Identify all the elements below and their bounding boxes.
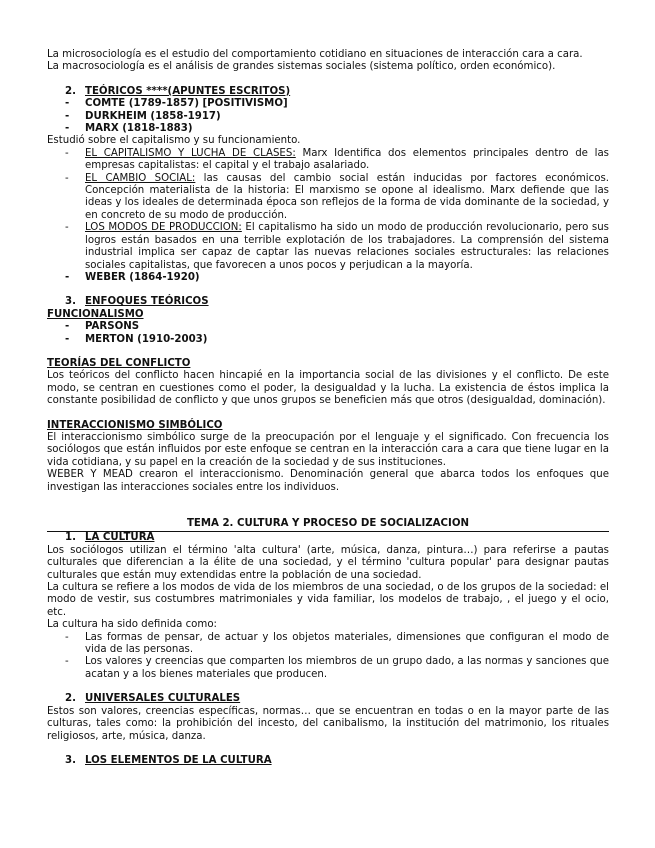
interaccionismo-paragraph-1: El interaccionismo simbólico surge de la preocupación por el lenguaje y el significado. Con frecuencia los sociólogos que están influidos por este enfoque se centran en la interacción cara a cara que tiene lugar en la vida cotidiana, y su papel en la creación de la sociedad y de sus instituciones. bbox=[47, 431, 609, 468]
weber-list bbox=[47, 272, 609, 284]
elementos-heading: 3. LOS ELEMENTOS DE LA CULTURA bbox=[65, 754, 272, 766]
author-durkheim: - DURKHEIM (1858-1917) bbox=[47, 111, 609, 123]
universales-paragraph: Estos son valores, creencias específicas, normas… que se encuentran en todas o en la mayor parte de las culturas, tales como: la prohibición del incesto, del canibalismo, la institución del matrimonio, los rituales religiosos, arte, música, danza. bbox=[47, 705, 609, 742]
list-item: - LOS MODOS DE PRODUCCION: El capitalismo ha sido un modo de producción revolucionario, pero sus logros están basados en una terrible explotación de los trabajadores. La comprensión del sistema industrial implica ser capaz de captar las nuevas relaciones sociales estructurales: las relaciones sociales capitalistas, que favorecen a unos pocos y perjudican a la mayoría. bbox=[47, 222, 609, 272]
enfoques-heading: 3. ENFOQUES TEÓRICOS bbox=[65, 296, 209, 308]
author-weber: - WEBER (1864-1920) bbox=[47, 272, 609, 284]
cultura-paragraph-2: La cultura se refiere a los modos de vida de los miembros de una sociedad, o de los grupos de la sociedad: el modo de vestir, sus costumbres matrimoniales y vida familiar, los modelos de trabajo, , el juego y el ocio, etc. bbox=[47, 582, 609, 618]
list-item: - Los valores y creencias que comparten los miembros de un grupo dado, a las normas y sanciones que acatan y a los bienes materiales que producen. bbox=[47, 656, 609, 681]
author-marx: - MARX (1818-1883) bbox=[47, 123, 609, 135]
teoricos-heading: 2. TEÓRICOS ****(APUNTES ESCRITOS) bbox=[65, 85, 291, 97]
cultura-paragraph-1: Los sociólogos utilizan el término 'alta cultura' (arte, música, danza, pintura…) para referirse a pautas culturales que diferencian a la élite de una sociedad, y el término 'cultura popular' para designar pautas culturales que están muy extendidas entre la población de una sociedad. bbox=[47, 544, 609, 581]
list-item: - EL CAMBIO SOCIAL: las causas del cambio social están inducidas por factores económicos. Concepción materialista de la historia: El marxismo se opone al idealismo. Marx defiende que las ideas y los ideales de determinada época son reflejos de la forma de vida dominante de la sociedad, y en concreto de su modo de producción. bbox=[47, 173, 609, 223]
tema-2-title: TEMA 2. CULTURA Y PROCESO DE SOCIALIZACION bbox=[47, 518, 609, 532]
document-page bbox=[47, 49, 609, 767]
funcionalismo-heading: FUNCIONALISMO bbox=[47, 308, 144, 320]
list-item: - EL CAPITALISMO Y LUCHA DE CLASES: Marx Identifica dos elementos principales dentro de las empresas capitalistas: el capital y el trabajo asalariado. bbox=[47, 148, 609, 173]
cultura-paragraph-3: La cultura ha sido definida como: bbox=[47, 619, 217, 631]
cultura-heading: 1. LA CULTURA bbox=[65, 532, 155, 544]
funcionalismo-author-list bbox=[47, 321, 609, 346]
author-comte: - COMTE (1789-1857) [POSITIVISMO] bbox=[47, 98, 609, 110]
list-item: - Las formas de pensar, de actuar y los objetos materiales, dimensiones que configuran el modo de vida de las personas. bbox=[47, 632, 609, 657]
teoricos-author-list bbox=[47, 98, 609, 135]
marx-points-list bbox=[47, 148, 609, 272]
conflicto-paragraph: Los teóricos del conflicto hacen hincapié en la importancia social de las divisiones y el conflicto. De este modo, se centran en cuestiones como el poder, la desigualdad y la lucha. La existencia de éstos implica la constante posibilidad de conflicto y que unos grupos se beneficien más que otros (desigualdad, dominación). bbox=[47, 370, 609, 407]
intro-macro: La macrosociología es el análisis de grandes sistemas sociales (sistema político, orden económico). bbox=[47, 61, 556, 73]
universales-heading: 2. UNIVERSALES CULTURALES bbox=[65, 693, 241, 705]
marx-intro: Estudió sobre el capitalismo y su funcionamiento. bbox=[47, 135, 301, 147]
interaccionismo-heading: INTERACCIONISMO SIMBÓLICO bbox=[47, 419, 223, 431]
intro-micro: La microsociología es el estudio del comportamiento cotidiano en situaciones de interacción cara a cara. bbox=[47, 49, 583, 60]
cultura-definition-list bbox=[47, 632, 609, 682]
conflicto-heading: TEORÍAS DEL CONFLICTO bbox=[47, 357, 191, 369]
author-parsons: - PARSONS bbox=[47, 321, 609, 333]
interaccionismo-paragraph-2: WEBER Y MEAD crearon el interaccionismo. Denominación general que abarca todos los enfoques que investigan las interacciones sociales entre los individuos. bbox=[47, 469, 609, 493]
author-merton: - MERTON (1910-2003) bbox=[47, 334, 609, 346]
